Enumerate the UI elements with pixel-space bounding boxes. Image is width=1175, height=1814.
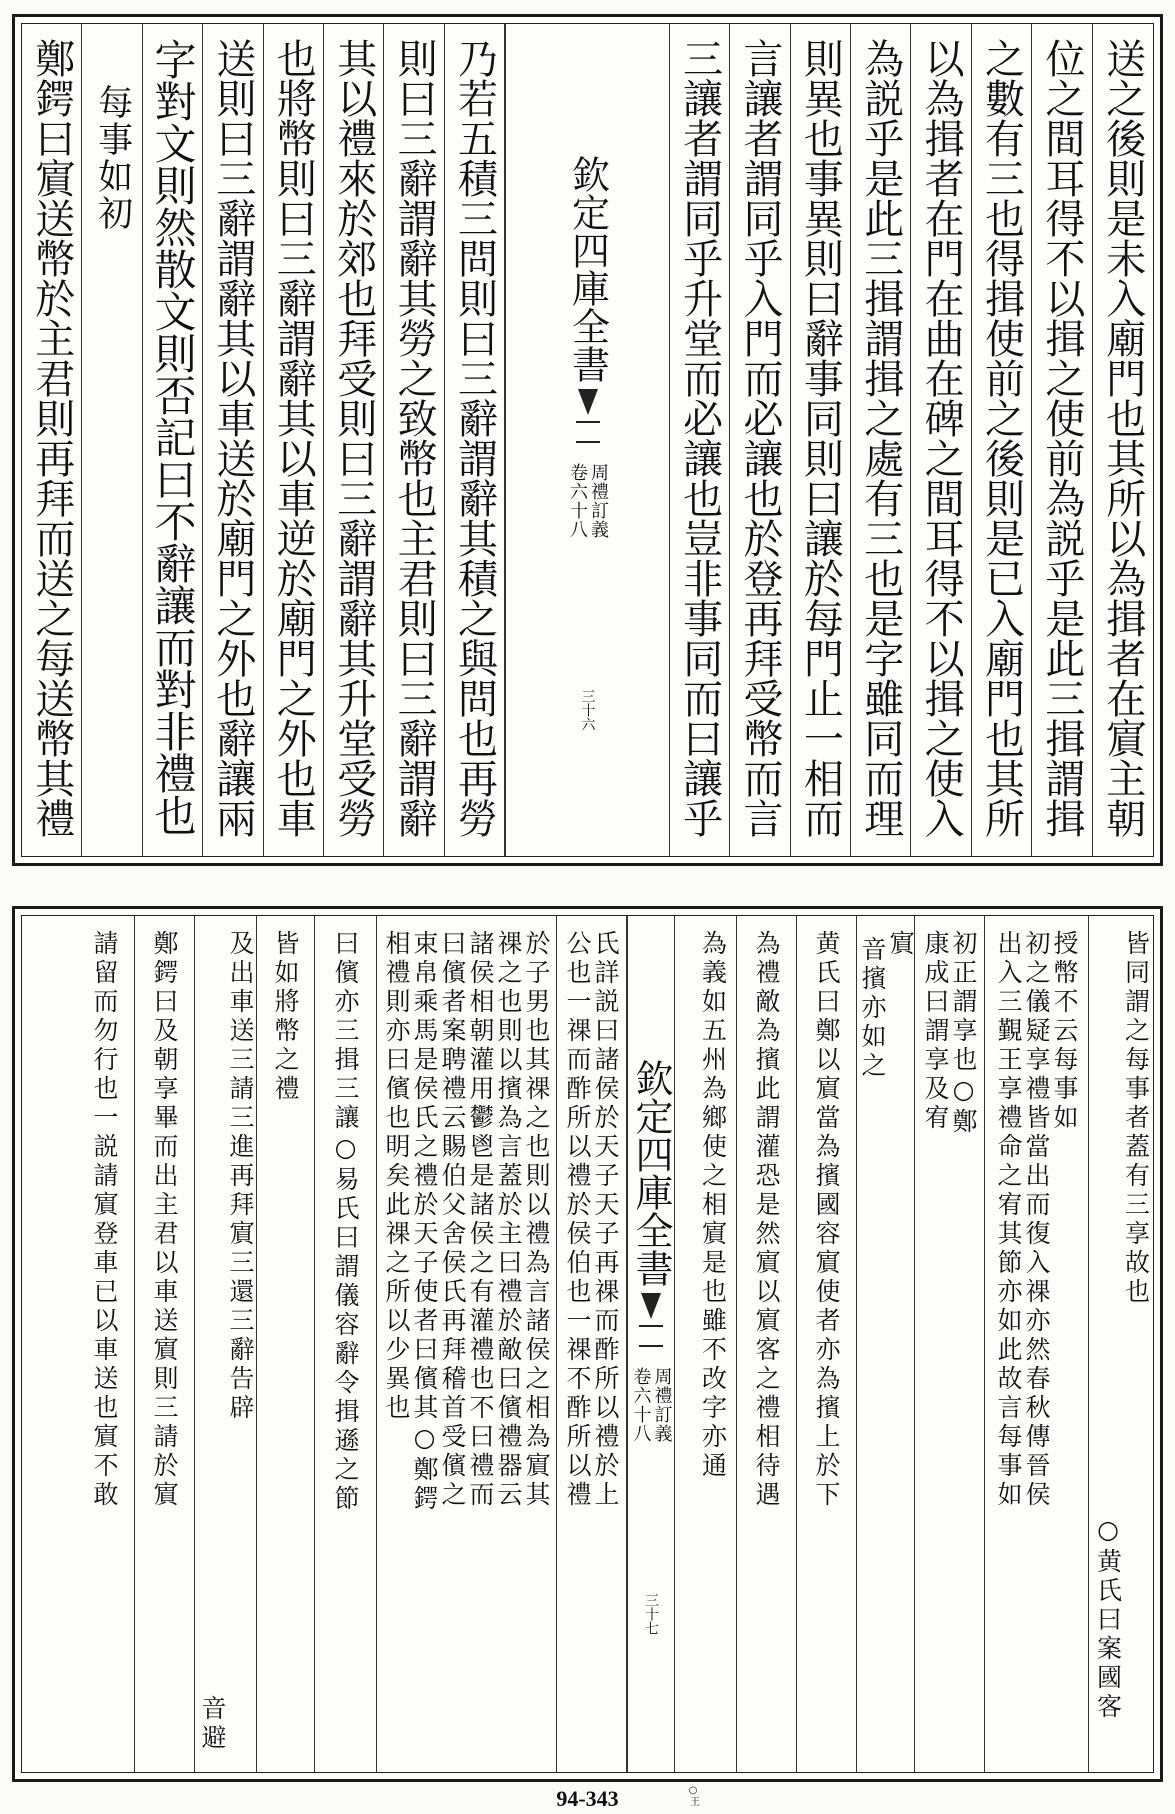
column-text: 黄氏曰鄭以賔當為擯國容賔使者亦為擯上於下 bbox=[812, 930, 841, 1510]
annotation-line: 束帛乘馬是侯氏之禮於天子使者曰儐其○鄭鍔 bbox=[410, 930, 439, 1514]
annotation-line: 祼之也則以擯為言蓋於主曰禮於敵曰儐禮器云 bbox=[494, 930, 523, 1510]
text-column bbox=[1032, 24, 1092, 856]
inline-note: 音避 bbox=[198, 1695, 227, 1753]
column-text: 送之後則是未入廟門也其所以為揖者在賔主朝 bbox=[1099, 38, 1146, 838]
text-column bbox=[791, 24, 851, 856]
annotation-block bbox=[996, 916, 1077, 1510]
column-text: 乃若五積三問則曰三辭謂辭其積之與問也再勞 bbox=[451, 38, 498, 838]
text-column bbox=[377, 916, 557, 1772]
text-column bbox=[985, 916, 1089, 1772]
column-block bbox=[92, 916, 117, 1510]
header-column bbox=[627, 916, 675, 1772]
text-column bbox=[730, 24, 790, 856]
column-text: 字對文則然散文則否記曰不辭讓而對非禮也 bbox=[148, 38, 198, 836]
page-number-footer: 94-343 bbox=[556, 1786, 619, 1811]
book-title: 周禮訂義 bbox=[588, 463, 610, 539]
column-text: 鄭鍔曰賔送幣於主君則再拜而送之每送幣其禮 bbox=[28, 38, 75, 838]
annotation-line: 初之儀疑享禮皆當出而復入祼亦然春秋傳晉侯 bbox=[1022, 930, 1051, 1510]
annotation-line: 出入三覲王享禮命之宥其節亦如此故言每事如 bbox=[994, 930, 1023, 1510]
column-text: 為禮敵為擯此謂灌恐是然賔以賔客之禮相待遇 bbox=[752, 930, 781, 1510]
text-column bbox=[257, 916, 315, 1772]
column-text: 則異也事異則曰辭事同則曰讓於每門止一相而 bbox=[797, 38, 844, 838]
annotation-block bbox=[923, 916, 976, 1137]
inline-note: ○王 bbox=[687, 1785, 699, 1806]
text-column bbox=[445, 24, 505, 856]
header-subtitle bbox=[567, 459, 610, 539]
column-text: 皆同謂之每事者蓋有三享故也 bbox=[1121, 930, 1151, 1307]
text-column bbox=[82, 24, 142, 856]
column-text: 及出車送三請三進再拜賔三還三辭告辟 bbox=[226, 930, 255, 1423]
volume-number: 卷六十八 bbox=[567, 463, 589, 539]
text-column bbox=[972, 24, 1032, 856]
column-block bbox=[198, 916, 253, 1753]
top-page-columns bbox=[21, 23, 1154, 857]
fishtail-ornament-icon bbox=[635, 1293, 667, 1363]
text-column bbox=[857, 916, 915, 1772]
text-column bbox=[670, 24, 730, 856]
text-column bbox=[135, 916, 195, 1772]
column-text: 三讓者謂同乎升堂而必讓也豈非事同而曰讓乎 bbox=[676, 38, 723, 838]
annotation-line: 諸侯相朝灌用鬱鬯是諸侯之有灌禮也不曰禮而 bbox=[466, 930, 495, 1510]
inline-note: 音擯亦如之 bbox=[858, 936, 887, 1081]
column-text: 位之間耳得不以揖之使前為説乎是此三揖謂揖 bbox=[1038, 38, 1085, 838]
text-column bbox=[675, 916, 737, 1806]
text-column bbox=[264, 24, 324, 856]
text-column bbox=[851, 24, 911, 856]
column-text: 請留而勿行也一説請賔登車已以車送也賔不敢 bbox=[90, 930, 119, 1510]
text-column bbox=[203, 24, 263, 856]
annotation-line: 曰儐者案聘禮云賜伯父舍侯氏再拜稽首受儐之 bbox=[438, 930, 467, 1510]
text-column bbox=[737, 916, 797, 1772]
inline-note: ○黄氏曰案國客 bbox=[1093, 1515, 1123, 1722]
text-column bbox=[911, 24, 971, 856]
column-text: 之數有三也得揖使前之後則是已入廟門也其所 bbox=[978, 38, 1025, 838]
annotation-line: 相禮則亦曰儐也明矣此祼之所以少異也 bbox=[382, 930, 411, 1423]
column-block bbox=[1094, 916, 1149, 1722]
fishtail-ornament-icon bbox=[572, 389, 604, 459]
text-column bbox=[797, 916, 857, 1772]
column-text: 送則曰三辭謂辭其以車送於廟門之外也辭讓兩 bbox=[209, 38, 256, 838]
book-series-title: 欽定四庫全書 bbox=[565, 155, 610, 383]
annotation-block bbox=[565, 916, 618, 1510]
column-text: 為義如五州為鄉使之相賔是也雖不改字亦通 bbox=[698, 930, 728, 1481]
annotation-line: 初正謂享也○鄭 bbox=[949, 930, 978, 1137]
column-block bbox=[152, 916, 177, 1510]
column-block bbox=[814, 916, 839, 1510]
column-text: 鄭鍔曰及朝享畢而出主君以車送賔則三請於賔 bbox=[150, 930, 179, 1510]
column-text: 則曰三辭謂辭其勞之致幣也主君則曰三辭謂辭 bbox=[391, 38, 438, 838]
column-text: 曰儐亦三揖三讓○易氏曰謂儀容辭令揖遜之節 bbox=[331, 930, 360, 1514]
column-block bbox=[858, 916, 913, 1081]
column-block bbox=[333, 916, 358, 1514]
column-text: 也將幣則曰三辭謂辭其以車逆於廟門之外也車 bbox=[270, 38, 317, 838]
top-page bbox=[12, 14, 1163, 866]
annotation-block bbox=[384, 916, 549, 1514]
text-column bbox=[384, 24, 444, 856]
text-column bbox=[75, 916, 135, 1772]
text-column bbox=[324, 24, 384, 856]
annotation-line: 公也一祼而酢所以禮於侯伯也一祼不酢所以禮 bbox=[563, 930, 592, 1510]
header-column bbox=[505, 24, 670, 856]
column-text: 為説乎是此三揖謂揖之處有三也是字雖同而理 bbox=[857, 38, 904, 838]
leaf-number: 三十六 bbox=[579, 689, 596, 731]
header-subtitle bbox=[632, 1363, 671, 1443]
annotation-line: 於子男也其祼之也則以禮為言諸侯之相為賔其 bbox=[522, 930, 551, 1510]
annotation-line: 氏詳説曰諸侯於天子天子再祼而酢所以禮於上 bbox=[591, 930, 620, 1510]
text-column bbox=[1093, 24, 1153, 856]
column-text: 每事如初 bbox=[92, 84, 133, 232]
text-column bbox=[22, 24, 82, 856]
volume-number: 卷六十八 bbox=[630, 1367, 652, 1443]
column-block bbox=[754, 916, 779, 1510]
text-column bbox=[143, 24, 203, 856]
text-column bbox=[195, 916, 257, 1772]
text-column bbox=[1089, 916, 1153, 1772]
text-column bbox=[915, 916, 985, 1772]
column-text: 其以禮來於郊也拜受則曰三辭謂辭其升堂受勞 bbox=[330, 38, 377, 838]
column-block bbox=[273, 916, 298, 1104]
annotation-line: 授幣不云每事如 bbox=[1050, 930, 1079, 1133]
column-text: 賔 bbox=[886, 930, 915, 959]
annotation-line: 康成曰謂享及宥 bbox=[921, 930, 950, 1133]
column-text: 皆如將幣之禮 bbox=[271, 930, 300, 1104]
book-series-title: 欽定四庫全書 bbox=[629, 1059, 673, 1287]
column-text: 以為揖者在門在曲在碑之間耳得不以揖之使入 bbox=[918, 38, 965, 838]
book-title: 周禮訂義 bbox=[651, 1367, 673, 1443]
column-text: 言讓者謂同乎入門而必讓也於登再拜受幣而言 bbox=[736, 38, 783, 838]
text-column bbox=[315, 916, 377, 1772]
leaf-number: 三十七 bbox=[643, 1593, 659, 1635]
column-block bbox=[686, 916, 726, 1806]
text-column bbox=[557, 916, 627, 1772]
